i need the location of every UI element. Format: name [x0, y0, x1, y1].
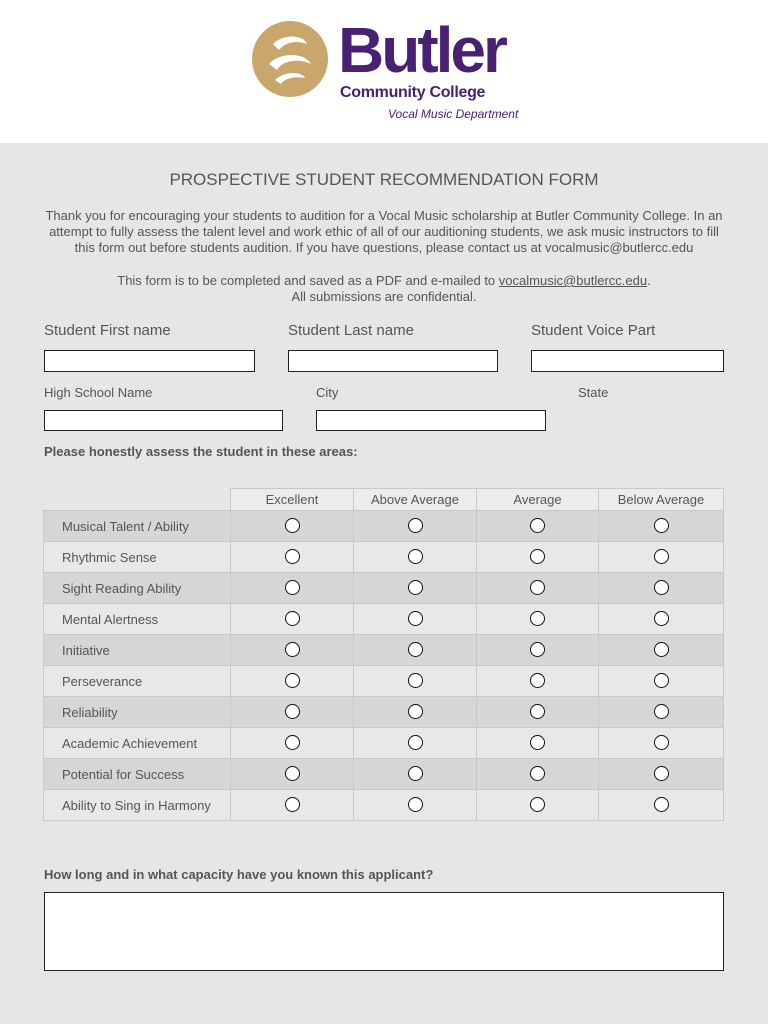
- state-label: State: [578, 385, 609, 400]
- rating-radio-button[interactable]: [408, 766, 423, 781]
- note-suffix: .: [647, 273, 651, 288]
- rating-radio-button[interactable]: [530, 580, 545, 595]
- rating-radio-button[interactable]: [530, 735, 545, 750]
- radio-cell: [599, 511, 724, 542]
- butler-logo-icon: [251, 20, 329, 98]
- rating-radio-button[interactable]: [285, 549, 300, 564]
- radio-cell: [477, 697, 599, 728]
- radio-cell: [354, 790, 477, 821]
- rating-radio-button[interactable]: [654, 704, 669, 719]
- logo-name: Butler: [338, 14, 505, 86]
- rating-radio-button[interactable]: [654, 735, 669, 750]
- radio-cell: [599, 790, 724, 821]
- rating-radio-button[interactable]: [408, 704, 423, 719]
- rating-radio-button[interactable]: [408, 518, 423, 533]
- radio-cell: [477, 790, 599, 821]
- radio-cell: [599, 697, 724, 728]
- row-label: Academic Achievement: [44, 728, 231, 759]
- rating-radio-button[interactable]: [285, 611, 300, 626]
- rating-radio-button[interactable]: [530, 549, 545, 564]
- rating-radio-button[interactable]: [654, 611, 669, 626]
- rating-radio-button[interactable]: [408, 580, 423, 595]
- rating-radio-button[interactable]: [530, 797, 545, 812]
- intro-paragraph: Thank you for encouraging your students to audition for a Vocal Music scholarship at Butler Community College. In an attempt to fully assess the talent level and work ethic of all of our auditioning students, we ask music instructors to fill this form out before students audition. If you have questions, please contact us at vocalmusic@butlercc.edu: [45, 208, 723, 255]
- radio-cell: [354, 666, 477, 697]
- row-label: Rhythmic Sense: [44, 542, 231, 573]
- rating-radio-button[interactable]: [408, 797, 423, 812]
- row-label: Mental Alertness: [44, 604, 231, 635]
- rating-radio-button[interactable]: [530, 642, 545, 657]
- rating-radio-button[interactable]: [530, 611, 545, 626]
- question-label: How long and in what capacity have you known this applicant?: [44, 867, 434, 882]
- rating-radio-button[interactable]: [285, 642, 300, 657]
- table-row: [44, 635, 724, 666]
- table-row: [44, 666, 724, 697]
- radio-cell: [599, 635, 724, 666]
- rating-radio-button[interactable]: [285, 518, 300, 533]
- rating-radio-button[interactable]: [654, 549, 669, 564]
- col-excellent: Excellent: [231, 489, 354, 511]
- radio-cell: [477, 604, 599, 635]
- first-name-field[interactable]: [44, 350, 255, 372]
- email-link[interactable]: vocalmusic@butlercc.edu: [498, 273, 648, 288]
- radio-cell: [477, 728, 599, 759]
- radio-cell: [599, 759, 724, 790]
- table-row: [44, 604, 724, 635]
- radio-cell: [354, 759, 477, 790]
- radio-cell: [231, 635, 354, 666]
- radio-cell: [599, 728, 724, 759]
- radio-cell: [354, 573, 477, 604]
- last-name-label: Student Last name: [288, 322, 414, 339]
- rating-radio-button[interactable]: [408, 549, 423, 564]
- rating-radio-button[interactable]: [408, 735, 423, 750]
- col-below-average: Below Average: [599, 489, 724, 511]
- col-average: Average: [477, 489, 599, 511]
- row-label: Reliability: [44, 697, 231, 728]
- logo-department: Vocal Music Department: [388, 107, 519, 121]
- radio-cell: [599, 573, 724, 604]
- rating-radio-button[interactable]: [285, 704, 300, 719]
- rating-radio-button[interactable]: [654, 766, 669, 781]
- radio-cell: [231, 573, 354, 604]
- assessment-header-row: [44, 489, 724, 511]
- rating-radio-button[interactable]: [285, 797, 300, 812]
- radio-cell: [354, 604, 477, 635]
- rating-radio-button[interactable]: [654, 518, 669, 533]
- rating-radio-button[interactable]: [654, 642, 669, 657]
- radio-cell: [599, 666, 724, 697]
- rating-radio-button[interactable]: [654, 797, 669, 812]
- radio-cell: [354, 511, 477, 542]
- radio-cell: [354, 542, 477, 573]
- row-label: Perseverance: [44, 666, 231, 697]
- row-label: Ability to Sing in Harmony: [44, 790, 231, 821]
- first-name-label: Student First name: [44, 322, 171, 339]
- radio-cell: [477, 635, 599, 666]
- rating-radio-button[interactable]: [530, 704, 545, 719]
- row-label: Potential for Success: [44, 759, 231, 790]
- note-line-2: All submissions are confidential.: [291, 289, 477, 304]
- radio-cell: [477, 542, 599, 573]
- row-label: Initiative: [44, 635, 231, 666]
- rating-radio-button[interactable]: [530, 766, 545, 781]
- rating-radio-button[interactable]: [530, 518, 545, 533]
- radio-cell: [599, 542, 724, 573]
- form-title: PROSPECTIVE STUDENT RECOMMENDATION FORM: [169, 170, 599, 189]
- submission-note: [44, 273, 724, 305]
- voice-part-label: Student Voice Part: [531, 322, 656, 339]
- radio-cell: [354, 697, 477, 728]
- applicant-relationship-textarea[interactable]: [44, 892, 724, 971]
- rating-radio-button[interactable]: [530, 673, 545, 688]
- rating-radio-button[interactable]: [654, 580, 669, 595]
- table-row: [44, 728, 724, 759]
- radio-cell: [354, 635, 477, 666]
- note-prefix: This form is to be completed and saved as a PDF and e-mailed to: [117, 273, 499, 288]
- rating-radio-button[interactable]: [654, 673, 669, 688]
- last-name-field[interactable]: [288, 350, 498, 372]
- rating-radio-button[interactable]: [285, 735, 300, 750]
- rating-radio-button[interactable]: [285, 580, 300, 595]
- header-blank: [44, 489, 231, 511]
- row-label: Musical Talent / Ability: [44, 511, 231, 542]
- table-row: [44, 759, 724, 790]
- voice-part-field[interactable]: [531, 350, 724, 372]
- row-label: Sight Reading Ability: [44, 573, 231, 604]
- rating-radio-button[interactable]: [408, 642, 423, 657]
- radio-cell: [477, 759, 599, 790]
- rating-radio-button[interactable]: [285, 766, 300, 781]
- rating-radio-button[interactable]: [285, 673, 300, 688]
- radio-cell: [231, 511, 354, 542]
- city-label: City: [316, 385, 339, 400]
- table-row: [44, 542, 724, 573]
- header: [0, 0, 768, 143]
- radio-cell: [231, 542, 354, 573]
- radio-cell: [231, 790, 354, 821]
- high-school-label: High School Name: [44, 385, 153, 400]
- radio-cell: [231, 728, 354, 759]
- rating-radio-button[interactable]: [408, 611, 423, 626]
- radio-cell: [477, 573, 599, 604]
- radio-cell: [477, 511, 599, 542]
- table-row: [44, 697, 724, 728]
- radio-cell: [231, 697, 354, 728]
- table-row: [44, 573, 724, 604]
- col-above-average: Above Average: [354, 489, 477, 511]
- assessment-prompt: Please honestly assess the student in these areas:: [44, 444, 358, 459]
- radio-cell: [354, 728, 477, 759]
- city-field[interactable]: [316, 410, 546, 431]
- radio-cell: [231, 666, 354, 697]
- radio-cell: [599, 604, 724, 635]
- radio-cell: [231, 759, 354, 790]
- table-row: [44, 511, 724, 542]
- rating-radio-button[interactable]: [408, 673, 423, 688]
- table-row: [44, 790, 724, 821]
- high-school-field[interactable]: [44, 410, 283, 431]
- logo-subtitle: Community College: [340, 84, 486, 101]
- radio-cell: [231, 604, 354, 635]
- radio-cell: [477, 666, 599, 697]
- assessment-table: [43, 488, 724, 821]
